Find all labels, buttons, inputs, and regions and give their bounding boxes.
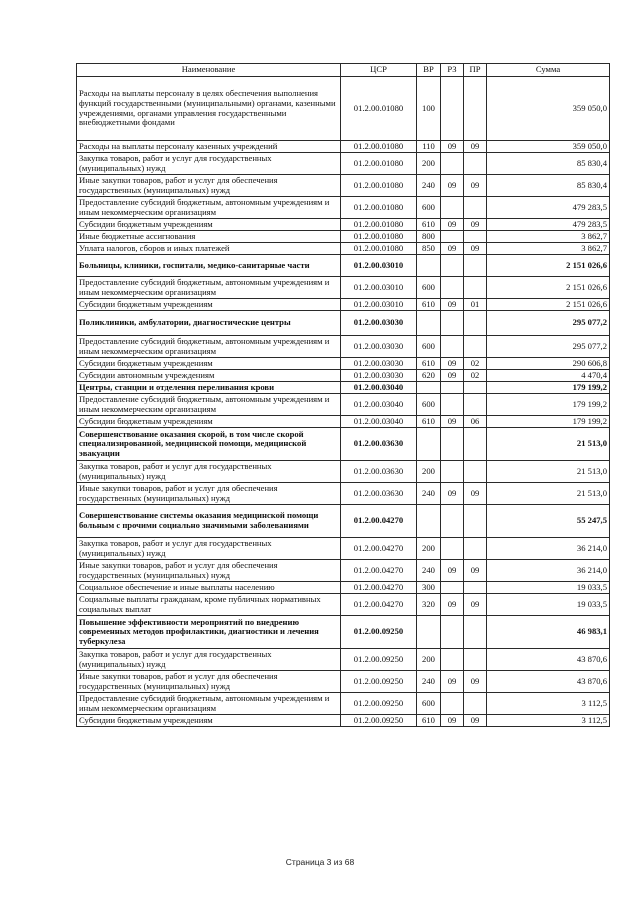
row-sum: 43 870,6: [487, 649, 610, 671]
row-csr: 01.2.00.03040: [341, 394, 417, 416]
row-rz: [441, 649, 464, 671]
row-name: Предоставление субсидий бюджетным, автономным учреждениям и иным некоммерческим организациям: [77, 336, 341, 358]
table-row: [77, 483, 610, 505]
row-csr: 01.2.00.09250: [341, 693, 417, 715]
row-vr: 240: [417, 483, 441, 505]
row-sum: 179 199,2: [487, 416, 610, 428]
row-pr: [464, 394, 487, 416]
row-csr: 01.2.00.09250: [341, 616, 417, 649]
row-pr: 09: [464, 219, 487, 231]
row-sum: 21 513,0: [487, 461, 610, 483]
budget-table: [76, 63, 610, 727]
row-rz: 09: [441, 141, 464, 153]
row-sum: 295 077,2: [487, 336, 610, 358]
row-name: Субсидии бюджетным учреждениям: [77, 715, 341, 727]
row-name: Закупка товаров, работ и услуг для государственных (муниципальных) нужд: [77, 538, 341, 560]
row-rz: [441, 231, 464, 243]
row-vr: 610: [417, 219, 441, 231]
row-pr: [464, 505, 487, 538]
row-csr: 01.2.00.01080: [341, 175, 417, 197]
row-sum: 295 077,2: [487, 311, 610, 336]
row-vr: 200: [417, 153, 441, 175]
row-sum: 2 151 026,6: [487, 255, 610, 277]
row-csr: 01.2.00.01080: [341, 231, 417, 243]
row-pr: [464, 277, 487, 299]
row-csr: 01.2.00.04270: [341, 594, 417, 616]
row-csr: 01.2.00.03030: [341, 370, 417, 382]
row-pr: [464, 461, 487, 483]
row-name: Иные закупки товаров, работ и услуг для обеспечения государственных (муниципальных) нужд: [77, 560, 341, 582]
row-sum: 359 050,0: [487, 77, 610, 141]
row-name: Иные закупки товаров, работ и услуг для обеспечения государственных (муниципальных) нужд: [77, 483, 341, 505]
row-sum: 3 862,7: [487, 243, 610, 255]
table-row: [77, 538, 610, 560]
row-sum: 479 283,5: [487, 219, 610, 231]
row-sum: 359 050,0: [487, 141, 610, 153]
row-rz: [441, 394, 464, 416]
row-csr: 01.2.00.03030: [341, 336, 417, 358]
table-row: [77, 299, 610, 311]
row-vr: 600: [417, 277, 441, 299]
row-rz: [441, 382, 464, 394]
row-csr: 01.2.00.01080: [341, 141, 417, 153]
row-vr: 620: [417, 370, 441, 382]
row-pr: [464, 428, 487, 461]
row-vr: 200: [417, 461, 441, 483]
row-sum: 479 283,5: [487, 197, 610, 219]
row-pr: [464, 538, 487, 560]
table-row: [77, 505, 610, 538]
row-csr: 01.2.00.09250: [341, 671, 417, 693]
row-name: Закупка товаров, работ и услуг для государственных (муниципальных) нужд: [77, 153, 341, 175]
row-csr: 01.2.00.03040: [341, 382, 417, 394]
row-rz: [441, 255, 464, 277]
row-name: Иные бюджетные ассигнования: [77, 231, 341, 243]
row-csr: 01.2.00.09250: [341, 715, 417, 727]
row-rz: 09: [441, 243, 464, 255]
table-row: [77, 336, 610, 358]
table-row: [77, 175, 610, 197]
row-vr: 800: [417, 231, 441, 243]
row-rz: [441, 616, 464, 649]
row-sum: 19 033,5: [487, 582, 610, 594]
row-csr: 01.2.00.01080: [341, 219, 417, 231]
table-row: [77, 255, 610, 277]
row-pr: [464, 153, 487, 175]
row-pr: 09: [464, 243, 487, 255]
row-rz: 09: [441, 715, 464, 727]
row-pr: 09: [464, 594, 487, 616]
header-name: Наименование: [77, 64, 341, 77]
row-csr: 01.2.00.03010: [341, 255, 417, 277]
row-name: Субсидии бюджетным учреждениям: [77, 416, 341, 428]
row-rz: 09: [441, 671, 464, 693]
row-name: Социальные выплаты гражданам, кроме публичных нормативных социальных выплат: [77, 594, 341, 616]
row-sum: 21 513,0: [487, 428, 610, 461]
row-pr: 02: [464, 370, 487, 382]
row-vr: [417, 255, 441, 277]
row-name: Закупка товаров, работ и услуг для государственных (муниципальных) нужд: [77, 461, 341, 483]
row-name: Субсидии бюджетным учреждениям: [77, 299, 341, 311]
row-rz: [441, 505, 464, 538]
row-name: Предоставление субсидий бюджетным, автономным учреждениям и иным некоммерческим организациям: [77, 394, 341, 416]
row-pr: 09: [464, 175, 487, 197]
table-row: [77, 715, 610, 727]
row-csr: 01.2.00.03040: [341, 416, 417, 428]
table-row: [77, 219, 610, 231]
row-pr: 01: [464, 299, 487, 311]
row-name: Предоставление субсидий бюджетным, автономным учреждениям и иным некоммерческим организациям: [77, 693, 341, 715]
row-sum: 85 830,4: [487, 175, 610, 197]
row-vr: 610: [417, 715, 441, 727]
row-rz: 09: [441, 219, 464, 231]
table-row: [77, 693, 610, 715]
row-csr: 01.2.00.03010: [341, 277, 417, 299]
row-vr: 110: [417, 141, 441, 153]
row-sum: 36 214,0: [487, 560, 610, 582]
table-row: [77, 141, 610, 153]
row-sum: 3 112,5: [487, 693, 610, 715]
row-pr: [464, 616, 487, 649]
table-row: [77, 77, 610, 141]
row-csr: 01.2.00.01080: [341, 243, 417, 255]
row-rz: 09: [441, 299, 464, 311]
row-rz: [441, 197, 464, 219]
row-csr: 01.2.00.01080: [341, 197, 417, 219]
table-row: [77, 311, 610, 336]
table-row: [77, 671, 610, 693]
row-csr: 01.2.00.03630: [341, 461, 417, 483]
row-sum: 179 199,2: [487, 394, 610, 416]
row-name: Расходы на выплаты персоналу в целях обеспечения выполнения функций государственными (муниципальными) органами, казенными учреждениями, органами управления государственными внебюджетными фондами: [77, 77, 341, 141]
row-sum: 3 112,5: [487, 715, 610, 727]
table-row: [77, 649, 610, 671]
row-vr: 240: [417, 671, 441, 693]
row-rz: [441, 153, 464, 175]
row-vr: 600: [417, 394, 441, 416]
header-rz: РЗ: [441, 64, 464, 77]
table-row: [77, 582, 610, 594]
header-csr: ЦСР: [341, 64, 417, 77]
row-vr: [417, 311, 441, 336]
row-pr: [464, 336, 487, 358]
table-row: [77, 243, 610, 255]
row-vr: 300: [417, 582, 441, 594]
row-rz: 09: [441, 370, 464, 382]
row-name: Иные закупки товаров, работ и услуг для обеспечения государственных (муниципальных) нужд: [77, 175, 341, 197]
row-csr: 01.2.00.01080: [341, 77, 417, 141]
row-sum: 19 033,5: [487, 594, 610, 616]
row-csr: 01.2.00.04270: [341, 560, 417, 582]
row-name: Субсидии автономным учреждениям: [77, 370, 341, 382]
row-name: Совершенствование оказания скорой, в том числе скорой специализированной, медицинской помощи, медицинской эвакуации: [77, 428, 341, 461]
header-pr: ПР: [464, 64, 487, 77]
row-sum: 55 247,5: [487, 505, 610, 538]
row-pr: [464, 77, 487, 141]
header-sum: Сумма: [487, 64, 610, 77]
row-name: Предоставление субсидий бюджетным, автономным учреждениям и иным некоммерческим организациям: [77, 277, 341, 299]
row-sum: 2 151 026,6: [487, 299, 610, 311]
row-sum: 290 606,8: [487, 358, 610, 370]
row-name: Совершенствование системы оказания медицинской помощи больным с прочими социально значимыми заболеваниями: [77, 505, 341, 538]
row-csr: 01.2.00.03010: [341, 299, 417, 311]
row-vr: [417, 428, 441, 461]
row-name: Уплата налогов, сборов и иных платежей: [77, 243, 341, 255]
row-pr: [464, 582, 487, 594]
row-vr: 600: [417, 197, 441, 219]
row-vr: 240: [417, 560, 441, 582]
row-name: Закупка товаров, работ и услуг для государственных (муниципальных) нужд: [77, 649, 341, 671]
table-row: [77, 616, 610, 649]
row-sum: 21 513,0: [487, 483, 610, 505]
row-vr: 610: [417, 416, 441, 428]
row-name: Иные закупки товаров, работ и услуг для обеспечения государственных (муниципальных) нужд: [77, 671, 341, 693]
row-pr: [464, 311, 487, 336]
row-vr: 320: [417, 594, 441, 616]
row-pr: [464, 693, 487, 715]
table-row: [77, 594, 610, 616]
row-rz: [441, 693, 464, 715]
row-pr: [464, 649, 487, 671]
row-csr: 01.2.00.01080: [341, 153, 417, 175]
table-row: [77, 382, 610, 394]
row-rz: [441, 311, 464, 336]
row-pr: [464, 382, 487, 394]
row-pr: [464, 255, 487, 277]
row-csr: 01.2.00.03630: [341, 428, 417, 461]
row-vr: 600: [417, 693, 441, 715]
row-sum: 4 470,4: [487, 370, 610, 382]
row-name: Социальное обеспечение и иные выплаты населению: [77, 582, 341, 594]
table-row: [77, 461, 610, 483]
row-rz: [441, 538, 464, 560]
row-csr: 01.2.00.09250: [341, 649, 417, 671]
row-rz: 09: [441, 483, 464, 505]
table-row: [77, 358, 610, 370]
table-row: [77, 394, 610, 416]
row-rz: [441, 582, 464, 594]
row-sum: 2 151 026,6: [487, 277, 610, 299]
row-sum: 36 214,0: [487, 538, 610, 560]
row-rz: [441, 461, 464, 483]
table-row: [77, 428, 610, 461]
row-csr: 01.2.00.04270: [341, 538, 417, 560]
row-vr: [417, 382, 441, 394]
row-sum: 46 983,1: [487, 616, 610, 649]
row-pr: 09: [464, 483, 487, 505]
row-sum: 43 870,6: [487, 671, 610, 693]
row-rz: [441, 428, 464, 461]
row-csr: 01.2.00.03030: [341, 311, 417, 336]
row-sum: 179 199,2: [487, 382, 610, 394]
table-row: [77, 370, 610, 382]
row-pr: 09: [464, 671, 487, 693]
table-row: [77, 231, 610, 243]
table-row: [77, 153, 610, 175]
row-vr: 100: [417, 77, 441, 141]
row-name: Поликлиники, амбулатории, диагностические центры: [77, 311, 341, 336]
row-pr: [464, 197, 487, 219]
page-number: Страница 3 из 68: [285, 857, 355, 867]
row-vr: [417, 616, 441, 649]
row-name: Больницы, клиники, госпитали, медико-санитарные части: [77, 255, 341, 277]
row-csr: 01.2.00.04270: [341, 582, 417, 594]
row-vr: 610: [417, 299, 441, 311]
row-vr: [417, 505, 441, 538]
row-name: Центры, станции и отделения переливания крови: [77, 382, 341, 394]
row-csr: 01.2.00.03030: [341, 358, 417, 370]
row-name: Субсидии бюджетным учреждениям: [77, 219, 341, 231]
row-rz: 09: [441, 175, 464, 197]
row-sum: 3 862,7: [487, 231, 610, 243]
table-row: [77, 416, 610, 428]
row-pr: [464, 231, 487, 243]
table-row: [77, 277, 610, 299]
table-row: [77, 197, 610, 219]
row-name: Расходы на выплаты персоналу казенных учреждений: [77, 141, 341, 153]
row-name: Субсидии бюджетным учреждениям: [77, 358, 341, 370]
header-vr: ВР: [417, 64, 441, 77]
row-vr: 600: [417, 336, 441, 358]
row-rz: [441, 77, 464, 141]
row-csr: 01.2.00.03630: [341, 483, 417, 505]
row-rz: [441, 277, 464, 299]
row-vr: 610: [417, 358, 441, 370]
row-rz: 09: [441, 416, 464, 428]
row-vr: 200: [417, 649, 441, 671]
row-vr: 240: [417, 175, 441, 197]
row-rz: 09: [441, 358, 464, 370]
row-pr: 09: [464, 560, 487, 582]
row-name: Повышение эффективности мероприятий по внедрению современных методов профилактики, диагностики и лечения туберкулеза: [77, 616, 341, 649]
row-vr: 200: [417, 538, 441, 560]
row-pr: 06: [464, 416, 487, 428]
row-name: Предоставление субсидий бюджетным, автономным учреждениям и иным некоммерческим организациям: [77, 197, 341, 219]
row-csr: 01.2.00.04270: [341, 505, 417, 538]
table-header-row: [77, 64, 610, 77]
row-pr: 09: [464, 141, 487, 153]
row-sum: 85 830,4: [487, 153, 610, 175]
row-pr: 09: [464, 715, 487, 727]
table-row: [77, 560, 610, 582]
row-rz: [441, 336, 464, 358]
row-pr: 02: [464, 358, 487, 370]
row-vr: 850: [417, 243, 441, 255]
row-rz: 09: [441, 560, 464, 582]
row-rz: 09: [441, 594, 464, 616]
